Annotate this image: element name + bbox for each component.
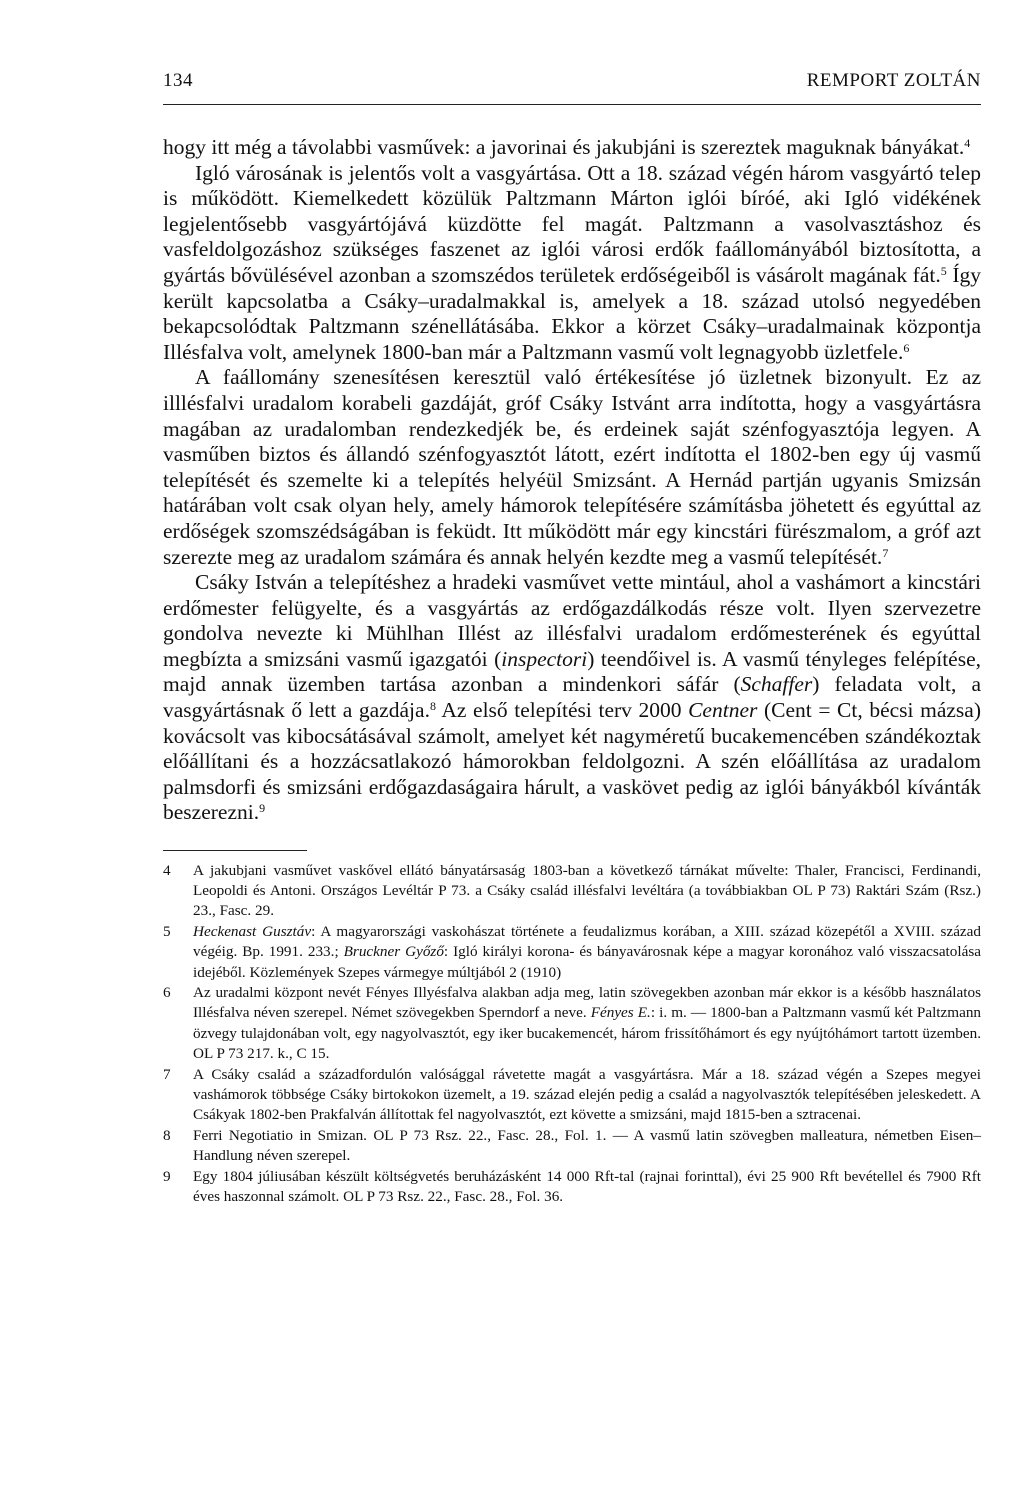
- text-run: (Cent = Ct, bécsi mázsa) kovácsolt vas kibocsátásával számolt, amelyet két nagyméretű bucakemencében szándékoztak előállítani és a hozzácsatlakozó hámorokban feldolgozni. A szén előállítása az uradalom palmsdorfi és smizsáni erdőgazdaságaira hárult, a vaskövet pedig az iglói bányákból kívánták beszerezni.: [163, 698, 981, 825]
- text-run: A Csáky család a századfordulón valósággal rávetette magát a vasgyártásra. Már a 18. század végén a Szepes megyei vashámorok többsége Csáky birtokokon üzemelt, a 19. század elején pedig a család a nagyolvasztók telepítésében jeleskedett. A Csákyak 1802-ben Prakfalván állítottak fel nagyolvasztót, ezt követte a smizsáni, majd 1815-ben a sztracenai.: [193, 1065, 981, 1123]
- footnote-number: 5: [163, 923, 171, 941]
- footnote: [163, 1126, 981, 1166]
- paragraph: [163, 161, 981, 366]
- footnote-text: [193, 1126, 981, 1166]
- footnote-text: [193, 1167, 981, 1207]
- footnote: [163, 1065, 981, 1126]
- footnote-reference: 6: [903, 340, 910, 355]
- paragraph: [163, 365, 981, 570]
- text-run: A jakubjani vasművet vaskővel ellátó bányatársaság 1803-ban a következő tárnákat művelte: Thaler, Francisci, Ferdinandi, Leopoldi és Antoni. Országos Levéltár P 73. a Csáky család illésfalvi levéltára (a továbbiakban OL P 73) Raktári Szám (Rsz.) 23., Fasc. 29.: [193, 862, 981, 920]
- italic-text: Centner: [688, 698, 758, 723]
- text-run: Az első telepítési terv 2000: [435, 698, 689, 723]
- text-run: ) feladata volt, a vasgyártásnak ő lett a gazdája.: [163, 672, 981, 723]
- footnote-reference: 7: [882, 545, 889, 560]
- footnotes: [163, 861, 981, 1207]
- footnote-reference: 5: [940, 263, 947, 278]
- text-run: Ferri Negotiatio in Smizan. OL P 73 Rsz. 22., Fasc. 28., Fol. 1. — A vasmű latin szövegben malleatura, németben Eisen–Handlung néven szerepel.: [193, 1126, 981, 1164]
- footnote-reference: 8: [429, 699, 436, 714]
- text-run: Így került kapcsolatba a Csáky–uradalmakkal is, amelyek a 18. század utolsó negyedében bekapcsolódtak Paltzmann szénellátásába. Ekkor a körzet Csáky–uradalmainak központja Illésfalva volt, amelynek 1800-ban már a Paltzmann vasmű volt legnagyobb üzletfele.: [163, 262, 981, 364]
- footnote-text: [193, 922, 981, 983]
- footnote: [163, 983, 981, 1064]
- text-run: ) teendőivel is. A vasmű tényleges felépítése, majd annak üzemben tartása azonban a mindenkori sáfár (: [163, 646, 981, 697]
- header-rule: [163, 104, 981, 105]
- italic-text: Heckenast Gusztáv: [193, 923, 312, 941]
- footnote-number: 9: [163, 1167, 171, 1185]
- text-run: Az uradalmi központ nevét Fényes Illyésfalva alakban adja meg, latin szövegekben azonban már ekkor is a később használatos Illésfalva néven szerepel. Német szövegekben Sperndorf a neve.: [193, 984, 981, 1022]
- running-title: REMPORT ZOLTÁN: [806, 70, 981, 91]
- italic-text: Bruckner Győző: [343, 943, 444, 961]
- italic-text: Schaffer: [740, 672, 813, 697]
- footnote-number: 6: [163, 984, 171, 1002]
- paragraph: [163, 570, 981, 826]
- footnote-text: [193, 861, 981, 922]
- footnote-text: [193, 1065, 981, 1126]
- italic-text: Fényes E.: [590, 1004, 651, 1022]
- text-run: : A magyarországi vaskohászat története a feudalizmus korában, a XIII. század közepétől a XVIII. század végéig. Bp. 1991. 233.;: [193, 923, 982, 961]
- footnote-reference: 9: [259, 801, 266, 816]
- body-text: [163, 135, 981, 826]
- footnote-reference: 4: [964, 136, 971, 150]
- footnote-number: 4: [163, 862, 171, 880]
- italic-text: inspectori: [501, 646, 588, 671]
- text-run: : Igló királyi korona- és bányavárosnak képe a magyar koronához való visszacsatolása idejéből. Közlemények Szepes vármegye múltjából 2 (1910): [193, 943, 981, 981]
- text-run: Csáky István a telepítéshez a hradeki vasművet vette mintául, ahol a vashámort a kincstári erdőmester felügyelte, és a vasgyártás az erdőgazdálkodás része volt. Ilyen szervezetre gondolva nevezte ki Mühlhan Illést az illésfalvi uradalom erdőmesterének és egyúttal megbízta a smizsáni vasmű igazgatói (: [163, 570, 981, 671]
- text-run: A faállomány szenesítésen keresztül való értékesítése jó üzletnek bizonyult. Ez az illlésfalvi uradalom korabeli gazdáját, gróf Csáky Istvánt arra indította, hogy a vasgyártásra magában az uradalomban rendezkedjék be, és erdeinek saját szénfogyasztója legyen. A vasműben biztos és állandó szénfogyasztót látott, ezért indította el 1802-ben egy új vasmű telepítését és szemelte ki a telepítés helyéül Smizsánt. A Hernád partján ugyanis Smizsán határában volt csak olyan hely, amely hámorok telepítésére számításba jöhetett és egyúttal az erdőségek szomszédságában is feküdt. Itt működött már egy kincstári fürészmalom, a gróf azt szerezte meg az uradalom számára és annak helyén kezdte meg a vasmű telepítését.: [163, 365, 981, 569]
- page-number: 134: [163, 70, 193, 91]
- footnote-rule: [163, 850, 307, 851]
- text-run: hogy itt még a távolabbi vasművek: a javorinai és jakubjáni is szereztek maguknak bányákat.: [163, 135, 965, 159]
- page-header: [163, 70, 981, 92]
- text-run: Egy 1804 júliusában készült költségvetés beruházásként 14 000 Rft-tal (rajnai forinttal), évi 25 900 Rft bevétellel és 7900 Rft éves haszonnal számolt. OL P 73 Rsz. 22., Fasc. 28., Fol. 36.: [193, 1167, 981, 1205]
- footnote: [163, 922, 981, 983]
- paragraph: [163, 135, 981, 161]
- text-run: : i. m. — 1800-ban a Paltzmann vasmű két Paltzmann özvegy tulajdonában volt, egy nagyolvasztót, egy iker bucakemencét, három frissítőhámort és egy nyújtóhámort tartott üzemben. OL P 73 217. k., C 15.: [193, 1004, 982, 1062]
- footnote-text: [193, 983, 981, 1064]
- footnote: [163, 861, 981, 922]
- text-run: Igló városának is jelentős volt a vasgyártása. Ott a 18. század végén három vasgyártó telep is működött. Kiemelkedett közülük Paltzmann Márton iglói bíróé, aki Igló vidékének legjelentősebb vasgyártójává küzdötte fel magát. Paltzmann a vasolvasztáshoz és vasfeldolgozáshoz szükséges faszenet az iglói városi erdők faállományából biztosította, a gyártás bővülésével azonban a szomszédos területek erdőségeiből is vásárolt magának fát.: [163, 160, 981, 287]
- footnote: [163, 1167, 981, 1207]
- footnote-number: 8: [163, 1126, 171, 1144]
- document-page: [163, 70, 981, 1207]
- footnote-number: 7: [163, 1065, 171, 1083]
